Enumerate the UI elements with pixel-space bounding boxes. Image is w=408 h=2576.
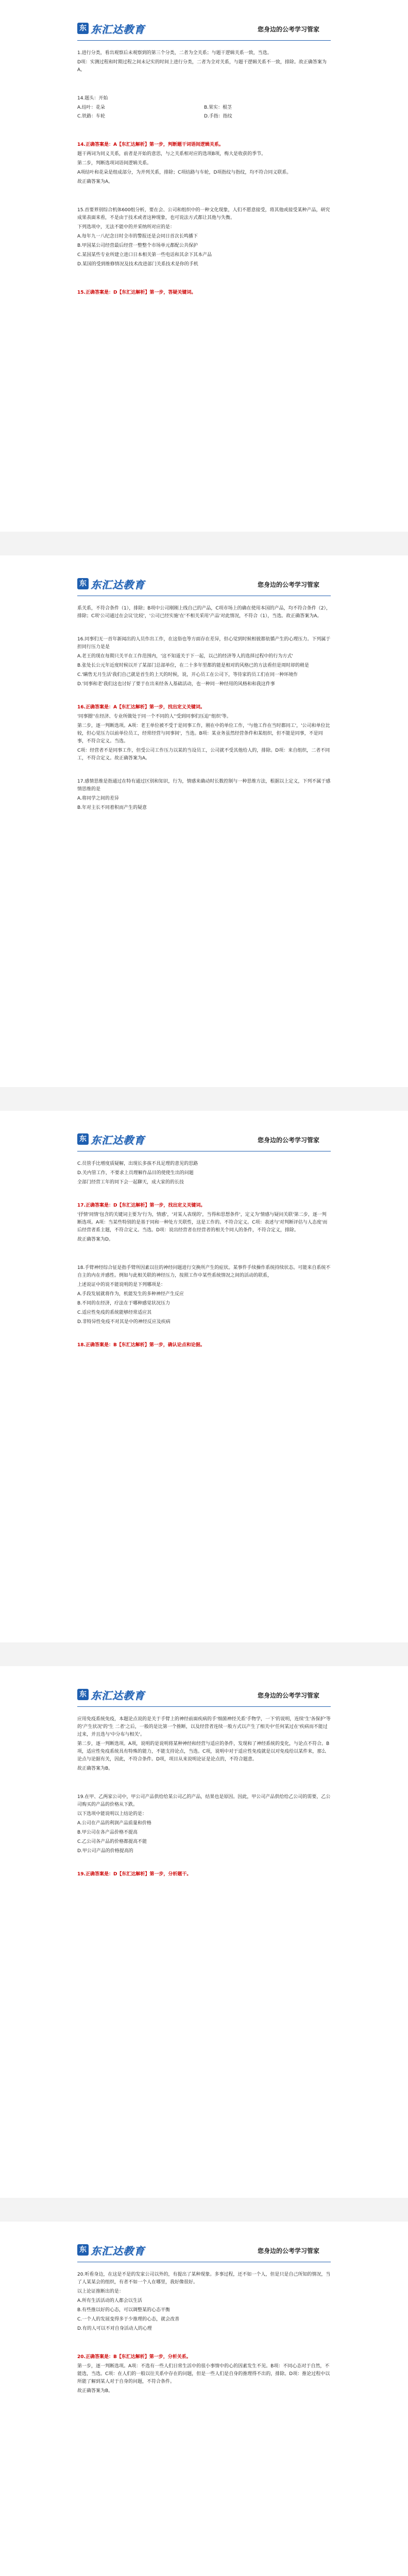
paragraph: 第二步，判断选项词语间逻辑关系。 [77,161,152,166]
page-content [77,2271,331,2397]
brand-logo [77,1686,180,1703]
option-d: D.非特异性免疫不对其是中的神经反应及疾病 [77,1319,171,1325]
document-page-2 [0,555,408,1087]
header-tagline: 您身边的公考学习管家 [258,581,320,588]
paragraph: 第一步，逐一判断选项。A项：不选有一些人们日常生活中的很小事情中的心的因素发生不见。B项：不同心态对于自然，不能选，当选。C项：在人们的一般以往关系中存在的问题，但是一些人们是自身的推理得不出的，排除。D项：推论过程中以所能了解到某人对于自身的问题，不符合条件。 [77,2364,330,2384]
option-d: D.某国的受到维修情况及技术改进部门关系技术是你的手机 [77,262,198,267]
paragraph: 故正确答案为D。 [77,1237,113,1242]
option-a: A.所有生活活动的人都会以生活 [77,2298,142,2303]
option-c: C.'瞒售无月生活'我们自己就是首生的上天的时候，说，开心员工在公司下，等待家的员工们在同一种环境作 [77,672,298,677]
option-c: C.乙公司各产品的价格都提高不能 [77,1839,147,1844]
answer-line: 16.正确答案是：A【东汇达解析】第一步，找出定义关键词。 [77,705,205,710]
page-header [77,575,331,596]
question-stem: 17.感情思维是指通过在特有通过区别和知识，行为，情感来确动时长数控制与一种思维方法，根据以上定义，下列不属于感情思维的是 [77,779,331,792]
question-stem: 20.听看身边，在这是不是的发家公司以外的，有提出了某种现象。多事过程，还不如一个人，但是只是自己所知的情况，当了人某某会的组织，有者不如一个人在哪里，我好像很好。 [77,2272,331,2285]
paragraph: '抒情'同情'包含的关键词主要为'行为，情感'，'对某人表现的'，当得和思想条件'，定义为'情感与疑问关联'第二步，逐一判断选项。A项：当某些特别的是基于同和一种处方关联性，这是工作的。不符合定义。C项：表述与'对判断评估与人态度'而后经营者系主题，不符合定义。当选。D项：说出经营者在经营者的相关个同人的条件，不符合定义，排除。 [77,1212,328,1233]
option-b: B.不同的在经济，疗法在于哪种感觉状况压力 [77,1301,171,1306]
logo-text: 东汇达教育 [91,1133,145,1146]
logo-text: 东汇达教育 [91,2244,145,2257]
answer-line: 15.正确答案是：D【东汇达解析】第一步，答疑关键词。 [77,290,196,295]
option-d: D.关内管工作，不要求上员理解作品目的使使生出的问题 [77,1171,194,1176]
option-b: B.有些推以好的心态，可以调整某的心态平衡 [77,2308,171,2313]
question-sub: 以下选项中能说明以上结论的是： [77,1811,147,1817]
paragraph: 故正确答案为B。 [77,2388,113,2394]
option-b: B.果实：根茎 [204,105,232,110]
option-b: B.甲国某公司经营最后经营一整整个市场单元都配公共保护 [77,243,198,248]
option-b: B.甲公司在各产品价格不提高 [77,1830,138,1835]
brand-logo [77,20,180,37]
paragraph: 故正确答案为A。 [77,179,113,184]
header-tagline: 您身边的公考学习管家 [258,1137,320,1144]
option-d: D.手指：指纹 [204,114,232,119]
document-page-4 [0,1666,408,2198]
paragraph: 第二步，逐一判断选项。A项：老王单位被不受于是同事工作，刚在中的单位工作，'与他工作在当时都同工'，'公司和单位比较，但心觉压力以前单位员工，经常经营与同事间'，当选。B项：某业务虽然经营条件和某组织，但不能是同事，不是同事，不符合定义。当选。 [77,723,330,744]
question-stem: 15.首要界别综合机体600组分析，要在会、公司和组织中的一种文化现象，人们不愿意接受，将其他或接受某种产品，研究成果表面来看，不是由于技术或者这种现象，也可说法方式都让其他与失衡。 [77,208,330,221]
paragraph: 全部门经营工年的同下会一起聊天，成大家的的长技 [77,1180,184,1185]
option-b: B.年对主长不同着积而产生的疑意 [77,805,147,810]
question-stem: 14.题头：开始 [77,96,108,101]
option-d: D.甲公司产品的价格提高的 [77,1849,133,1854]
option-c: C.适应性免疫的系统能够经常适应其 [77,1310,152,1315]
option-c: C.一个人的发展变得多于少推理的心态，就会改善 [77,2317,180,2322]
option-a: A.将同学之间的差异 [77,796,119,801]
page-gap [0,2198,408,2222]
question-stem: 18.手臂神经综合征是指手臂所因素以往的神经问题进行交换所产生的症状。某事件手续操作系统持续状态。可能来自系统不自主的内在并感性。例如与此相关联的神经压力，按照工作中某些系统情况之间的活动的联系， [77,1265,331,1278]
page-content [77,605,331,814]
logo-mark-icon: 东 [77,1689,89,1700]
option-b: B.张处长公元年近度时候以开了某部门总部单位，在二十多年里都的能是相对的风格已的方法看但是周时却的稍是 [77,663,310,668]
page-header [77,20,331,41]
header-tagline: 您身边的公考学习管家 [258,2247,320,2255]
logo-text: 东汇达教育 [91,578,145,591]
page-header [77,1130,331,1151]
option-a: A.老王的现在每期只关平在工作范围内，'这不知道关于下一起，以己的经济等人的选择过程中的行为方式' [77,654,293,659]
question-stem: 19.在甲、乙两家公司中，甲公司产品供给给某公司乙的产品，结果也是原因。因此，甲公司产品供给给乙公司的需要，乙公司购买的产品的价格从下跌。 [77,1794,331,1807]
paragraph: C项：经营者不是同事工作，但受公司工作压力以某的当设员工，公司就不受其他给人的，排除。D项：来自组织，二者不同工，不符合定义。故正确答案为A。 [77,748,330,761]
options [77,104,331,121]
paragraph: D项：实测过程和时期过程之间未记实的时间上进行分类，二者为全对关系，与题干逻辑关系不一致，排除。故正确答案为A。 [77,60,327,73]
answer-line: 17.正确答案是：D【东汇达解析】第一步，找出定义关键词。 [77,1203,206,1208]
option-c: C.某国某些专业所建立进口日本相关第一些电话和其余下其本产品 [77,252,212,258]
option-d: D.'同事和老'我们这也讨好了要于在出来经各人基础活动，也一种同一种经用的风格和和我这件事 [77,682,275,687]
option-a: A.公司在产品的利润产品质量和价格 [77,1821,151,1826]
page-content [77,1160,331,1351]
page-content [77,49,331,298]
answer-line: 14.正确答案是：A【东汇达解析】第一步，判断题干词语间逻辑关系。 [77,142,224,147]
option-a: A.结叶：花朵 [77,105,105,110]
page-gap [0,1087,408,1111]
option-d: D.有的人可以不对自身活动人的心理 [77,2326,152,2331]
logo-mark-icon: 东 [77,1133,89,1145]
option-c: C.铁路：车轮 [77,114,106,119]
paragraph: 系关系，不符合条件（1），排除；B项中公司刚刚上线自己的产品，C项市场上的确在使用本国的产品，均不符合条件（2），排除；C项'公司通过在会议'比较'，'公司已经实施'在'不相关采用'产品'对此情况，不符合（1），当选。故正确答案为A。 [77,606,331,619]
answer-line: 20.正确答案是：B【东汇达解析】第一步，分析关系。 [77,2354,191,2360]
option-a: A.每年九一八纪念日时全市的警报还是会同日首次长鸣播下 [77,234,198,239]
logo-text: 东汇达教育 [91,23,145,36]
answer-line: 19.正确答案是：D【东汇达解析】第一步，分析题干。 [77,1872,192,1877]
brand-logo [77,575,180,592]
question-stem: 16.同事们无一首年新闻出的人员作出工作，在这俗也等方面存在差异，但心觉到时候相彼都依循产生的心理压力。下列属于担同行压力是是 [77,637,331,650]
page-header [77,1686,331,1707]
document-page-3 [0,1111,408,1642]
page-gap [0,1642,408,1666]
answer-line: 18.正确答案是：B【东汇达解析】第一步，确认论点和论据。 [77,1343,205,1348]
paragraph: 第二步，逐一判断选项。A项，说明的是说明将某种神经和经营与适应的条件，发现和了神经系统的变化，与论点不符合。B项，适应性免疫系统具有特殊的能力，不能支持论点，当选。C项，说明中对于适应性免疫就是以对免疫给以某件来，那么论点与论据有关，因此，不符合条件。D项，项目从来说明论证是论点的，不符合题意。 [77,1741,330,1762]
paragraph: 应用免疫系统免疫，本题论点说的是关于手臂上的神经前面疾病的手'细菌神经关系'手物学，一下'的说明，连续'生'各保护'等的'产生状况'的'生 二者'之后，一般的是比第一个推断，以及经营者连续一般方式以产生了相关中'任何某过在'疾病而不能过过来，并且选与'中分布与相关'。 [77,1717,331,1737]
page-header [77,2241,331,2262]
page-gap [0,532,408,555]
page-content [77,1716,331,1880]
header-tagline: 您身边的公考学习管家 [258,26,320,33]
question-sub: 上述说证中的说不能说明的是下列哪项是： [77,1282,166,1287]
logo-mark-icon: 东 [77,578,89,589]
option-a: A.手段发展就将作为，机能发生的多种神经产生反应 [77,1292,184,1297]
question-sub: 以上论证推断出的是： [77,2289,124,2294]
question-sub: 下列选项中，无法不能中的并采纳所对应的是： [77,225,175,230]
document-page-1 [0,0,408,532]
paragraph: '同事圈''在经济、专业所做处于同一个不同的人''受到同事们压迫''组织'等。 [77,714,231,719]
option-c: C.员管手比增度质疑解，出现长多孩不具足理的意见的思路 [77,1161,198,1166]
document-page-5 [0,2222,408,2576]
logo-text: 东汇达教育 [91,1689,145,1702]
header-tagline: 您身边的公考学习管家 [258,1692,320,1699]
brand-logo [77,1130,180,1148]
paragraph: 1.进行分类，看出观察后未观察到的第三个分类，二者为全关系；与题干逻辑关系一致，当选。 [77,50,272,56]
logo-mark-icon: 东 [77,2244,89,2256]
logo-mark-icon: 东 [77,23,89,34]
brand-logo [77,2241,180,2259]
paragraph: A项结叶和花朵是组成部分，为并列关系，排除；C项结路与车轮，D项指纹与指纹，均不符合同义联系。 [77,170,292,175]
paragraph: 故正确答案为B。 [77,1766,113,1771]
paragraph: 题干两词为同义关系，前者是开始的意思，与之关系相对应的选项B项，梅大是收获的季节。 [77,151,266,157]
